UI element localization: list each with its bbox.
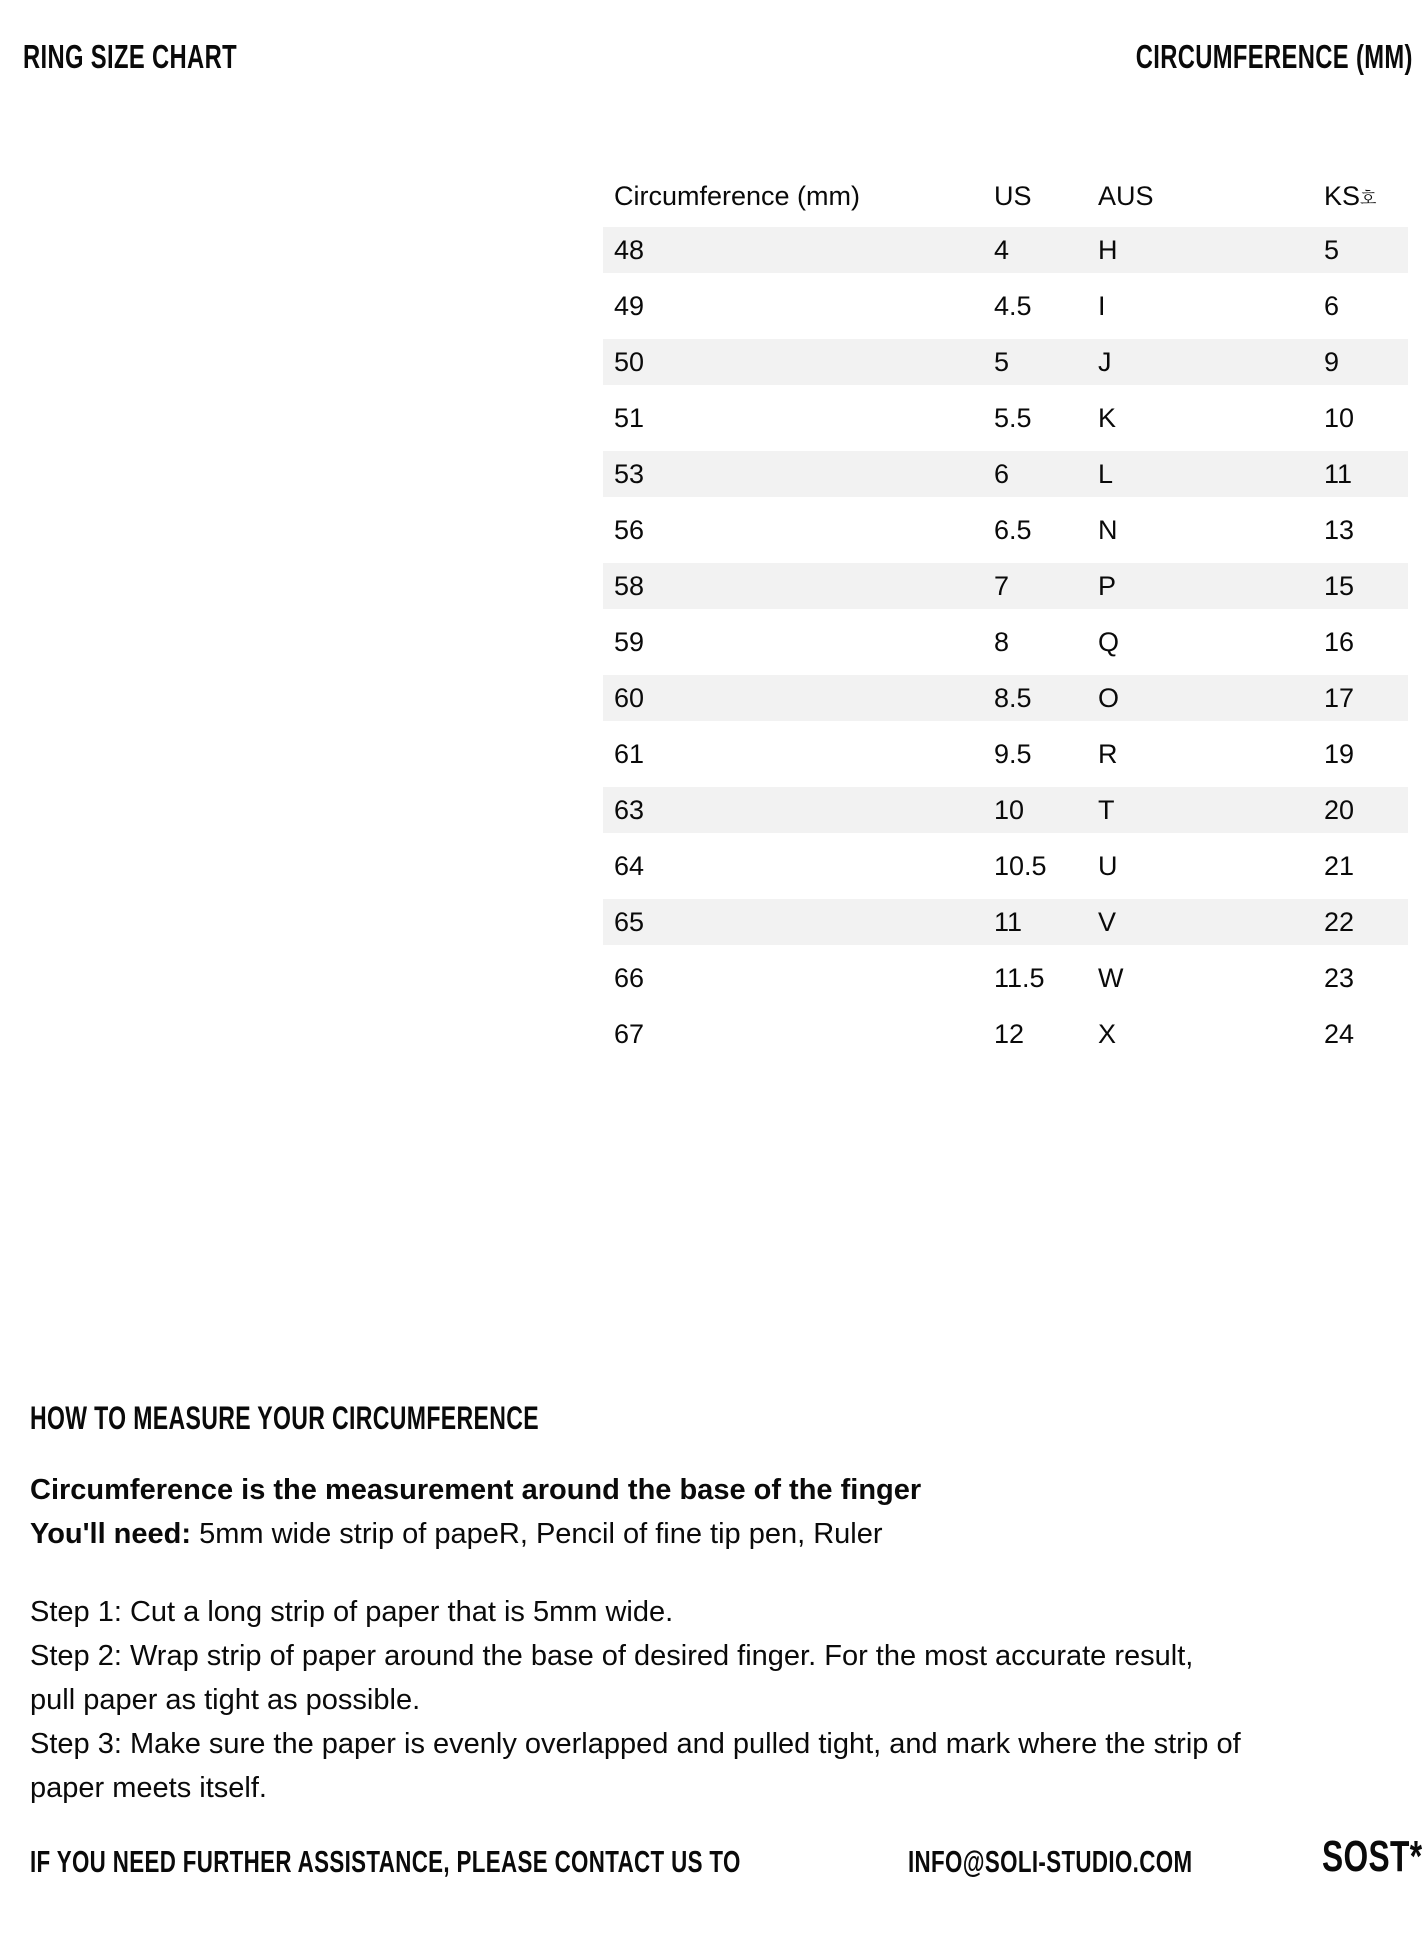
cell-aus: I: [1098, 290, 1106, 321]
cell-us: 5: [994, 346, 1010, 377]
cell-aus: U: [1098, 850, 1118, 881]
cell-us: 12: [994, 1018, 1025, 1049]
cell-circumference: 58: [614, 570, 645, 601]
cell-us: 4: [994, 234, 1010, 265]
step-line: Step 3: Make sure the paper is evenly overlapped and pulled tight, and mark where the strip of: [30, 1728, 1241, 1760]
cell-us: 11: [994, 906, 1023, 937]
cell-circumference: 56: [614, 514, 645, 545]
table-row: [603, 894, 1408, 950]
how-to-heading-text: HOW TO MEASURE YOUR CIRCUMFERENCE: [30, 1400, 539, 1436]
circumference-definition: Circumference is the measurement around the base of the finger: [30, 1474, 922, 1506]
table-row: [603, 670, 1408, 726]
footer-email-text: INFO@SOLI-STUDIO.COM: [908, 1844, 1193, 1879]
cell-circumference: 63: [614, 794, 645, 825]
step-line: Step 2: Wrap strip of paper around the base of desired finger. For the most accurate result,: [30, 1640, 1194, 1672]
materials-needed-line: [30, 1512, 1420, 1556]
col-header-us: US: [994, 180, 1032, 211]
table-row: [603, 1006, 1408, 1062]
table-body: [603, 222, 1408, 1062]
how-to-heading: [30, 1400, 1420, 1440]
cell-circumference: 48: [614, 234, 645, 265]
cell-aus: V: [1098, 906, 1117, 937]
cell-us: 6.5: [994, 514, 1032, 545]
cell-ks: 17: [1324, 682, 1355, 713]
table-row: [603, 558, 1408, 614]
table-row: [603, 726, 1408, 782]
cell-us: 7: [994, 570, 1010, 601]
step-line: Step 1: Cut a long strip of paper that is 5mm wide.: [30, 1596, 674, 1628]
ring-size-table: [603, 170, 1408, 1062]
cell-aus: H: [1098, 234, 1118, 265]
brand-logo: [1283, 1832, 1422, 1882]
cell-ks: 22: [1324, 906, 1355, 937]
cell-aus: J: [1098, 346, 1112, 377]
footer-assistance: [30, 1844, 1017, 1880]
cell-ks: 21: [1324, 850, 1355, 881]
cell-us: 11.5: [994, 962, 1045, 993]
materials-list: 5mm wide strip of papeR, Pencil of fine tip pen, Ruler: [191, 1518, 883, 1550]
cell-ks: 19: [1324, 738, 1355, 769]
cell-circumference: 53: [614, 458, 645, 489]
cell-aus: N: [1098, 514, 1118, 545]
cell-circumference: 51: [614, 402, 645, 433]
footer-email: [908, 1844, 1303, 1880]
cell-ks: 6: [1324, 290, 1340, 321]
table-row: [603, 278, 1408, 334]
ks-label: KS: [1324, 180, 1361, 211]
cell-us: 5.5: [994, 402, 1032, 433]
table-row: [603, 334, 1408, 390]
cell-ks: 20: [1324, 794, 1355, 825]
cell-us: 9.5: [994, 738, 1032, 769]
cell-aus: Q: [1098, 626, 1120, 657]
cell-ks: 13: [1324, 514, 1355, 545]
col-header-ks: [1322, 181, 1408, 212]
table-row: [603, 222, 1408, 278]
col-header-aus: AUS: [1098, 180, 1154, 211]
col-header-circumference: Circumference (mm): [614, 180, 861, 211]
cell-circumference: 50: [614, 346, 645, 377]
page-title-text: RING SIZE CHART: [23, 38, 237, 75]
cell-circumference: 67: [614, 1018, 645, 1049]
cell-aus: T: [1098, 794, 1115, 825]
step-line: pull paper as tight as possible.: [30, 1684, 421, 1716]
cell-circumference: 65: [614, 906, 645, 937]
table-row: [603, 502, 1408, 558]
table-row: [603, 838, 1408, 894]
cell-ks: 23: [1324, 962, 1355, 993]
cell-aus: W: [1098, 962, 1124, 993]
cell-ks: 10: [1324, 402, 1355, 433]
materials-label: You'll need:: [30, 1518, 192, 1550]
table-row: [603, 446, 1408, 502]
ks-suffix-korean: 호: [1360, 188, 1377, 208]
cell-us: 4.5: [994, 290, 1032, 321]
table-row: [603, 614, 1408, 670]
cell-aus: O: [1098, 682, 1120, 713]
cell-ks: 15: [1324, 570, 1355, 601]
table-row: [603, 782, 1408, 838]
cell-aus: L: [1098, 458, 1114, 489]
cell-aus: X: [1098, 1018, 1117, 1049]
cell-aus: R: [1098, 738, 1118, 769]
cell-us: 10: [994, 794, 1025, 825]
cell-aus: K: [1098, 402, 1117, 433]
cell-circumference: 49: [614, 290, 645, 321]
cell-ks: 9: [1324, 346, 1340, 377]
cell-us: 8: [994, 626, 1010, 657]
cell-circumference: 64: [614, 850, 645, 881]
table-row: [603, 950, 1408, 1006]
cell-circumference: 59: [614, 626, 645, 657]
cell-ks: 11: [1324, 458, 1353, 489]
steps-list: [30, 1590, 1420, 1810]
how-to-measure-section: [30, 1400, 1420, 1810]
step-line: paper meets itself.: [30, 1772, 267, 1804]
cell-circumference: 61: [614, 738, 645, 769]
circumference-heading: [1028, 38, 1413, 76]
cell-aus: P: [1098, 570, 1117, 601]
brand-logo-text: SOST*: [1321, 1832, 1422, 1881]
table-row: [603, 390, 1408, 446]
cell-us: 10.5: [994, 850, 1047, 881]
cell-us: 8.5: [994, 682, 1032, 713]
page-title: [23, 38, 320, 76]
cell-ks: 16: [1324, 626, 1355, 657]
circumference-heading-text: CIRCUMFERENCE (MM): [1135, 38, 1413, 75]
cell-ks: 5: [1324, 234, 1340, 265]
footer-assistance-text: IF YOU NEED FURTHER ASSISTANCE, PLEASE CONTACT US TO: [30, 1844, 741, 1879]
cell-ks: 24: [1324, 1018, 1355, 1049]
cell-circumference: 60: [614, 682, 645, 713]
table-header-row: [603, 170, 1408, 222]
cell-us: 6: [994, 458, 1010, 489]
cell-circumference: 66: [614, 962, 645, 993]
